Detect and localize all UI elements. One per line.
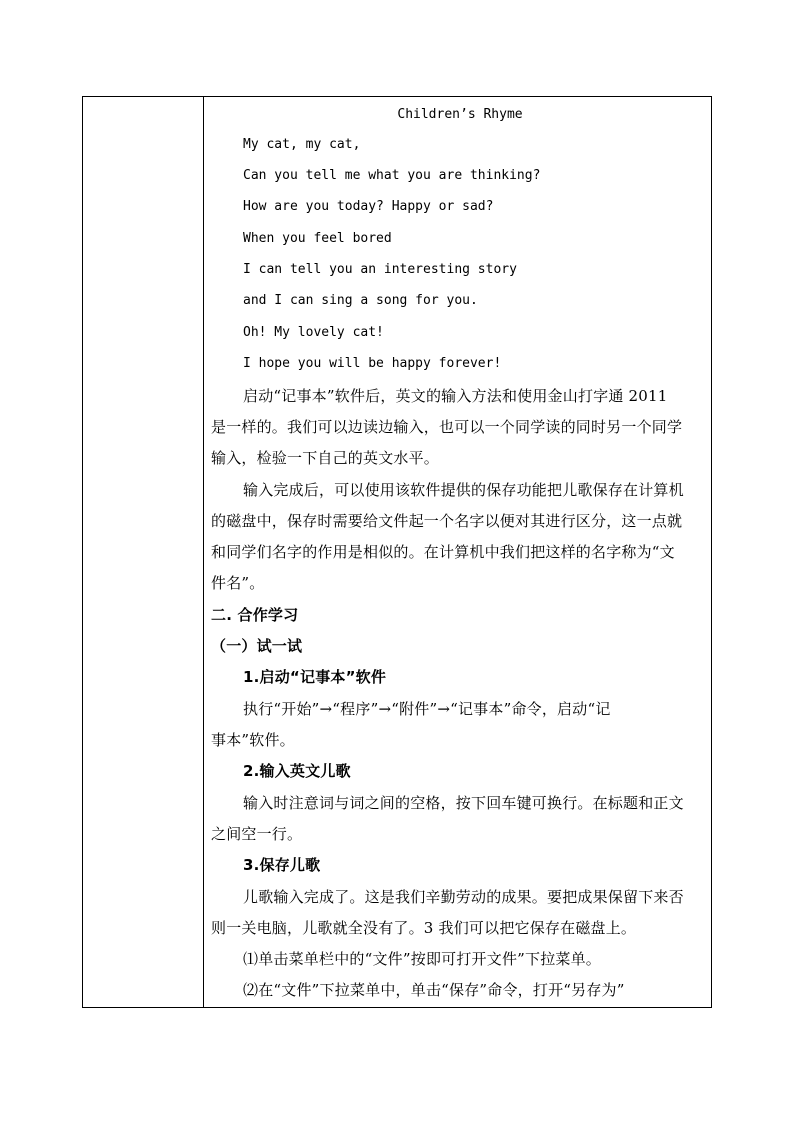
column-divider (203, 97, 204, 1007)
rhyme-line: and I can sing a song for you. (243, 293, 478, 308)
step-item: ⑵在“文件”下拉菜单中，单击“保存”命令，打开“另存为” (243, 981, 625, 999)
rhyme-line: Can you tell me what you are thinking? (243, 168, 541, 183)
step-heading: 3.保存儿歌 (243, 856, 321, 874)
paragraph-line: 的磁盘中，保存时需要给文件起一个名字以便对其进行区分，这一点就 (211, 512, 683, 530)
step-line: 儿歌输入完成了。这是我们辛勤劳动的成果。要把成果保留下来否 (243, 888, 684, 906)
section-heading: 二. 合作学习 (211, 606, 299, 624)
subsection-heading: （一）试一试 (211, 637, 303, 655)
step-line: 则一关电脑，儿歌就全没有了。3 我们可以把它保存在磁盘上。 (211, 919, 637, 937)
step-line: 执行“开始”→“程序”→“附件”→“记事本”命令，启动“记 (243, 700, 611, 718)
rhyme-line: Oh! My lovely cat! (243, 325, 384, 340)
step-heading: 1.启动“记事本”软件 (243, 668, 387, 686)
rhyme-line: When you feel bored (243, 231, 392, 246)
paragraph-line: 是一样的。我们可以边读边输入，也可以一个同学读的同时另一个同学 (211, 418, 683, 436)
rhyme-line: How are you today? Happy or sad? (243, 199, 494, 214)
rhyme-line: My cat, my cat, (243, 137, 361, 152)
paragraph-line: 件名”。 (211, 574, 265, 592)
rhyme-line: I hope you will be happy forever! (243, 356, 502, 371)
step-item: ⑴单击菜单栏中的“文件”按即可打开文件”下拉菜单。 (243, 950, 602, 968)
paragraph-line: 输入，检验一下自己的英文水平。 (211, 449, 440, 467)
rhyme-title: Children’s Rhyme (397, 107, 523, 122)
paragraph-line: 和同学们名字的作用是相似的。在计算机中我们把这样的名字称为“文 (211, 543, 675, 561)
step-line: 事本”软件。 (211, 731, 295, 749)
paragraph-line: 输入完成后，可以使用该软件提供的保存功能把儿歌保存在计算机 (243, 481, 684, 499)
rhyme-line: I can tell you an interesting story (243, 262, 517, 277)
lesson-table (82, 96, 712, 1008)
paragraph-line: 启动“记事本”软件后，英文的输入方法和使用金山打字通 2011 (243, 387, 668, 405)
step-heading: 2.输入英文儿歌 (243, 762, 351, 780)
step-line: 输入时注意词与词之间的空格，按下回车键可换行。在标题和正文 (243, 794, 684, 812)
step-line: 之间空一行。 (211, 825, 303, 843)
